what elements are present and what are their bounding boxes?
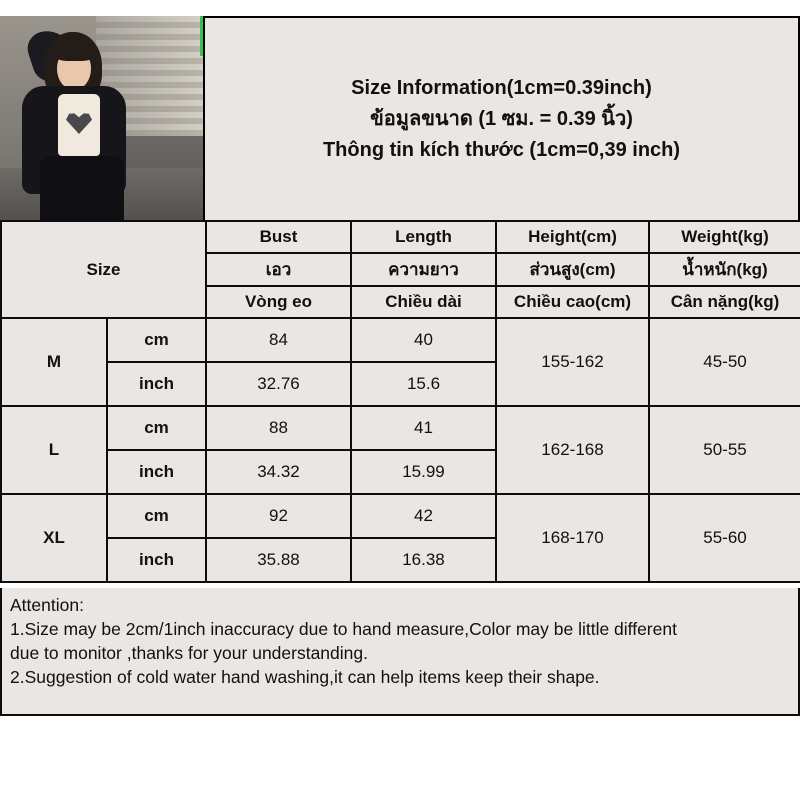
- model-photo: [0, 16, 205, 220]
- header-height-en: Height(cm): [496, 221, 649, 253]
- bottom-margin: [0, 716, 800, 800]
- xl-weight: 55-60: [649, 494, 800, 582]
- l-length-inch: 15.99: [351, 450, 496, 494]
- title-line-vi: Thông tin kích thước (1cm=0,39 inch): [322, 138, 681, 161]
- row-unit-inch-m: inch: [107, 362, 206, 406]
- row-unit-cm-xl: cm: [107, 494, 206, 538]
- header-length-en: Length: [351, 221, 496, 253]
- row-size-xl: XL: [1, 494, 107, 582]
- photo-model-skirt: [40, 156, 124, 220]
- xl-length-inch: 16.38: [351, 538, 496, 582]
- row-size-m: M: [1, 318, 107, 406]
- row-unit-inch-xl: inch: [107, 538, 206, 582]
- table-row: [1, 494, 800, 538]
- l-bust-inch: 34.32: [206, 450, 351, 494]
- title-line-en: Size Information(1cm=0.39inch): [351, 76, 652, 99]
- title-line-th: ข้อมูลขนาด (1 ซม. = 0.39 นิ้ว): [370, 107, 633, 130]
- m-height: 155-162: [496, 318, 649, 406]
- table-header-row-en: [1, 221, 800, 253]
- header-bust-en: Bust: [206, 221, 351, 253]
- row-size-l: L: [1, 406, 107, 494]
- l-height: 162-168: [496, 406, 649, 494]
- header-bust-th: เอว: [206, 253, 351, 286]
- row-unit-inch-l: inch: [107, 450, 206, 494]
- attention-block: [0, 588, 800, 716]
- attention-line-3: 2.Suggestion of cold water hand washing,it can help items keep their shape.: [10, 667, 600, 688]
- l-bust-cm: 88: [206, 406, 351, 450]
- row-unit-cm-l: cm: [107, 406, 206, 450]
- attention-line-2: due to monitor ,thanks for your understanding.: [10, 643, 368, 664]
- top-margin: [0, 0, 800, 16]
- m-weight: 45-50: [649, 318, 800, 406]
- header-height-th: ส่วนสูง(cm): [496, 253, 649, 286]
- header-length-th: ความยาว: [351, 253, 496, 286]
- xl-height: 168-170: [496, 494, 649, 582]
- attention-line-1: 1.Size may be 2cm/1inch inaccuracy due to hand measure,Color may be little different: [10, 619, 677, 640]
- size-table: [0, 220, 800, 583]
- green-color-strip: [200, 16, 205, 56]
- m-length-cm: 40: [351, 318, 496, 362]
- header-length-vi: Chiều dài: [351, 286, 496, 318]
- header-weight-th: น้ำหนัก(kg): [649, 253, 800, 286]
- xl-bust-inch: 35.88: [206, 538, 351, 582]
- l-weight: 50-55: [649, 406, 800, 494]
- xl-length-cm: 42: [351, 494, 496, 538]
- m-bust-cm: 84: [206, 318, 351, 362]
- header-weight-vi: Cân nặng(kg): [649, 286, 800, 318]
- attention-heading: Attention:: [10, 595, 84, 615]
- l-length-cm: 41: [351, 406, 496, 450]
- header-height-vi: Chiều cao(cm): [496, 286, 649, 318]
- header-bust-vi: Vòng eo: [206, 286, 351, 318]
- header-weight-en: Weight(kg): [649, 221, 800, 253]
- header-size-label: Size: [1, 221, 206, 318]
- photo-model-bangs: [53, 43, 96, 61]
- title-block: [205, 16, 800, 220]
- xl-bust-cm: 92: [206, 494, 351, 538]
- header-row: [0, 16, 800, 220]
- table-row: [1, 318, 800, 362]
- table-row: [1, 406, 800, 450]
- row-unit-cm-m: cm: [107, 318, 206, 362]
- m-length-inch: 15.6: [351, 362, 496, 406]
- m-bust-inch: 32.76: [206, 362, 351, 406]
